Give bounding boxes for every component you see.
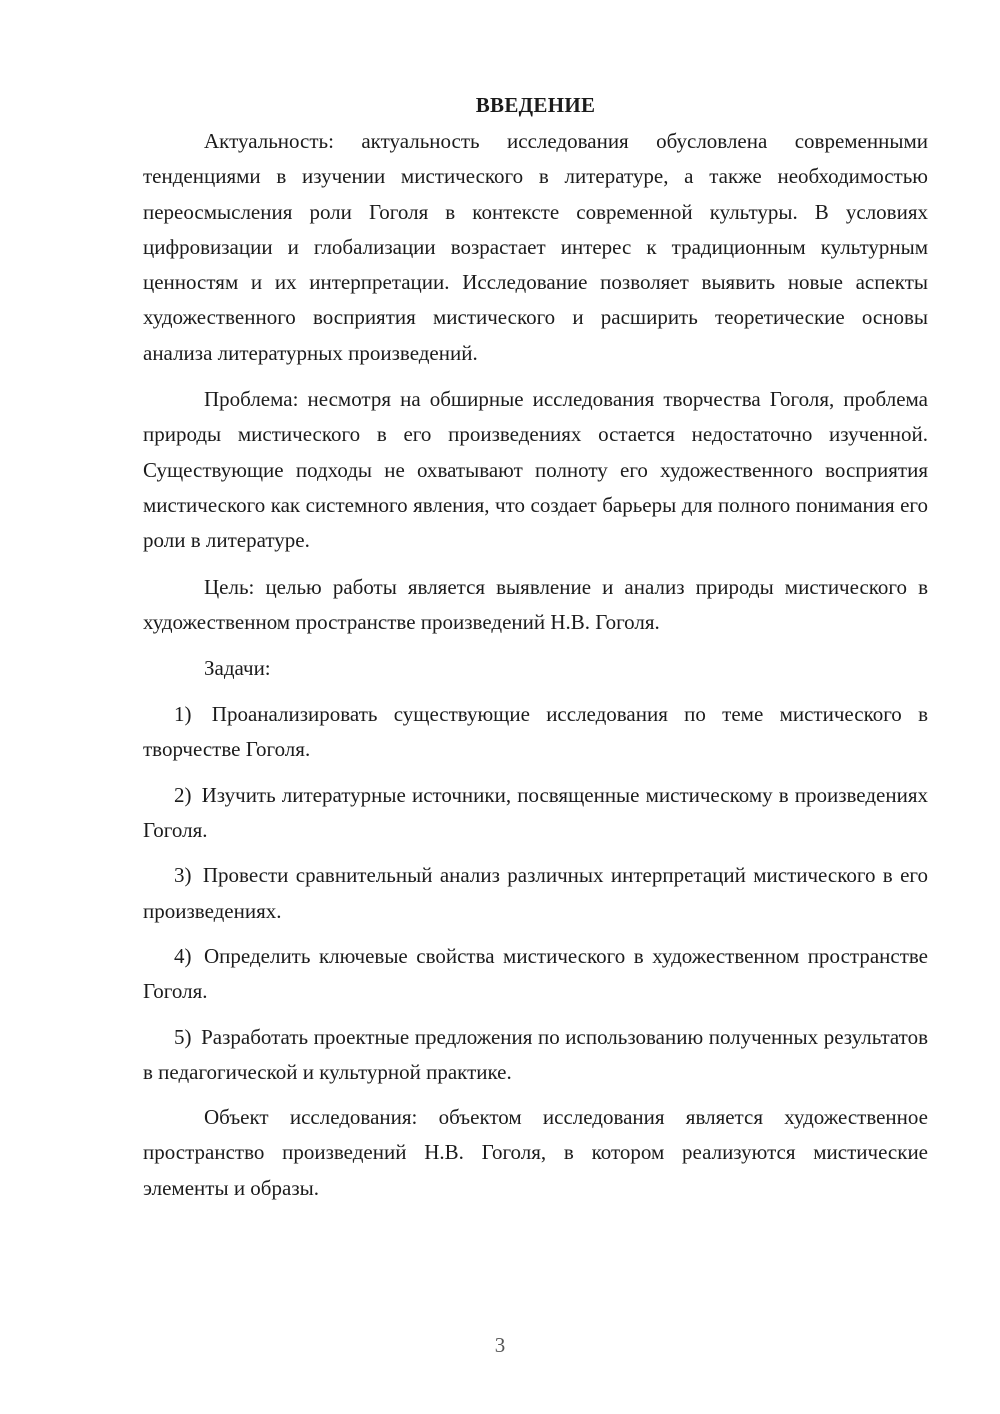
task-number: 3)	[174, 863, 192, 888]
task-text: Определить ключевые свойства мистического в художественном пространстве Гоголя.	[143, 943, 928, 1004]
task-item	[143, 778, 928, 849]
task-number: 4)	[174, 943, 192, 968]
tasks-label: Задачи:	[204, 656, 271, 681]
goal-paragraph: Цель: целью работы является выявление и анализ природы мистического в художественном пространстве произведений Н.В. Гоголя.	[143, 574, 928, 634]
task-number: 1)	[174, 702, 192, 727]
task-number: 5)	[174, 1024, 192, 1049]
object-paragraph: Объект исследования: объектом исследования является художественное пространство произведений Н.В. Гоголя, в котором реализуются мистические элементы и образы.	[143, 1105, 928, 1200]
page-number: 3	[494, 1333, 506, 1357]
task-text: Проанализировать существующие исследования по теме мистического в творчестве Гоголя.	[143, 702, 928, 762]
relevance-paragraph: Актуальность: актуальность исследования обусловлена современными тенденциями в изучении мистического в литературе, а также необходимостью переосмысления роли Гоголя в контексте современной культуры. В условиях цифровизации и глобализации возрастает интерес к традиционным культурным ценностям и их интерпретации. Исследование позволяет выявить новые аспекты художественного восприятия мистического и расширить теоретические основы анализа литературных произведений.	[143, 129, 928, 365]
task-text: Разработать проектные предложения по использованию полученных результатов в педагогической и культурной практике.	[143, 1024, 928, 1084]
task-text: Изучить литературные источники, посвященные мистическому в произведениях Гоголя.	[143, 782, 928, 843]
problem-paragraph: Проблема: несмотря на обширные исследования творчества Гоголя, проблема природы мистического в его произведениях остается недостаточно изученной. Существующие подходы не охватывают полноту его художественного восприятия мистического как системного явления, что создает барьеры для полного понимания его роли в литературе.	[143, 387, 928, 553]
section-heading: ВВЕДЕНИЕ	[475, 93, 596, 117]
task-item	[143, 939, 928, 1010]
task-item	[143, 697, 928, 768]
task-item	[143, 858, 928, 929]
task-text: Провести сравнительный анализ различных интерпретаций мистического в его произведениях.	[143, 863, 928, 923]
task-item	[143, 1020, 928, 1091]
task-number: 2)	[174, 782, 192, 807]
document-page	[143, 88, 928, 1217]
